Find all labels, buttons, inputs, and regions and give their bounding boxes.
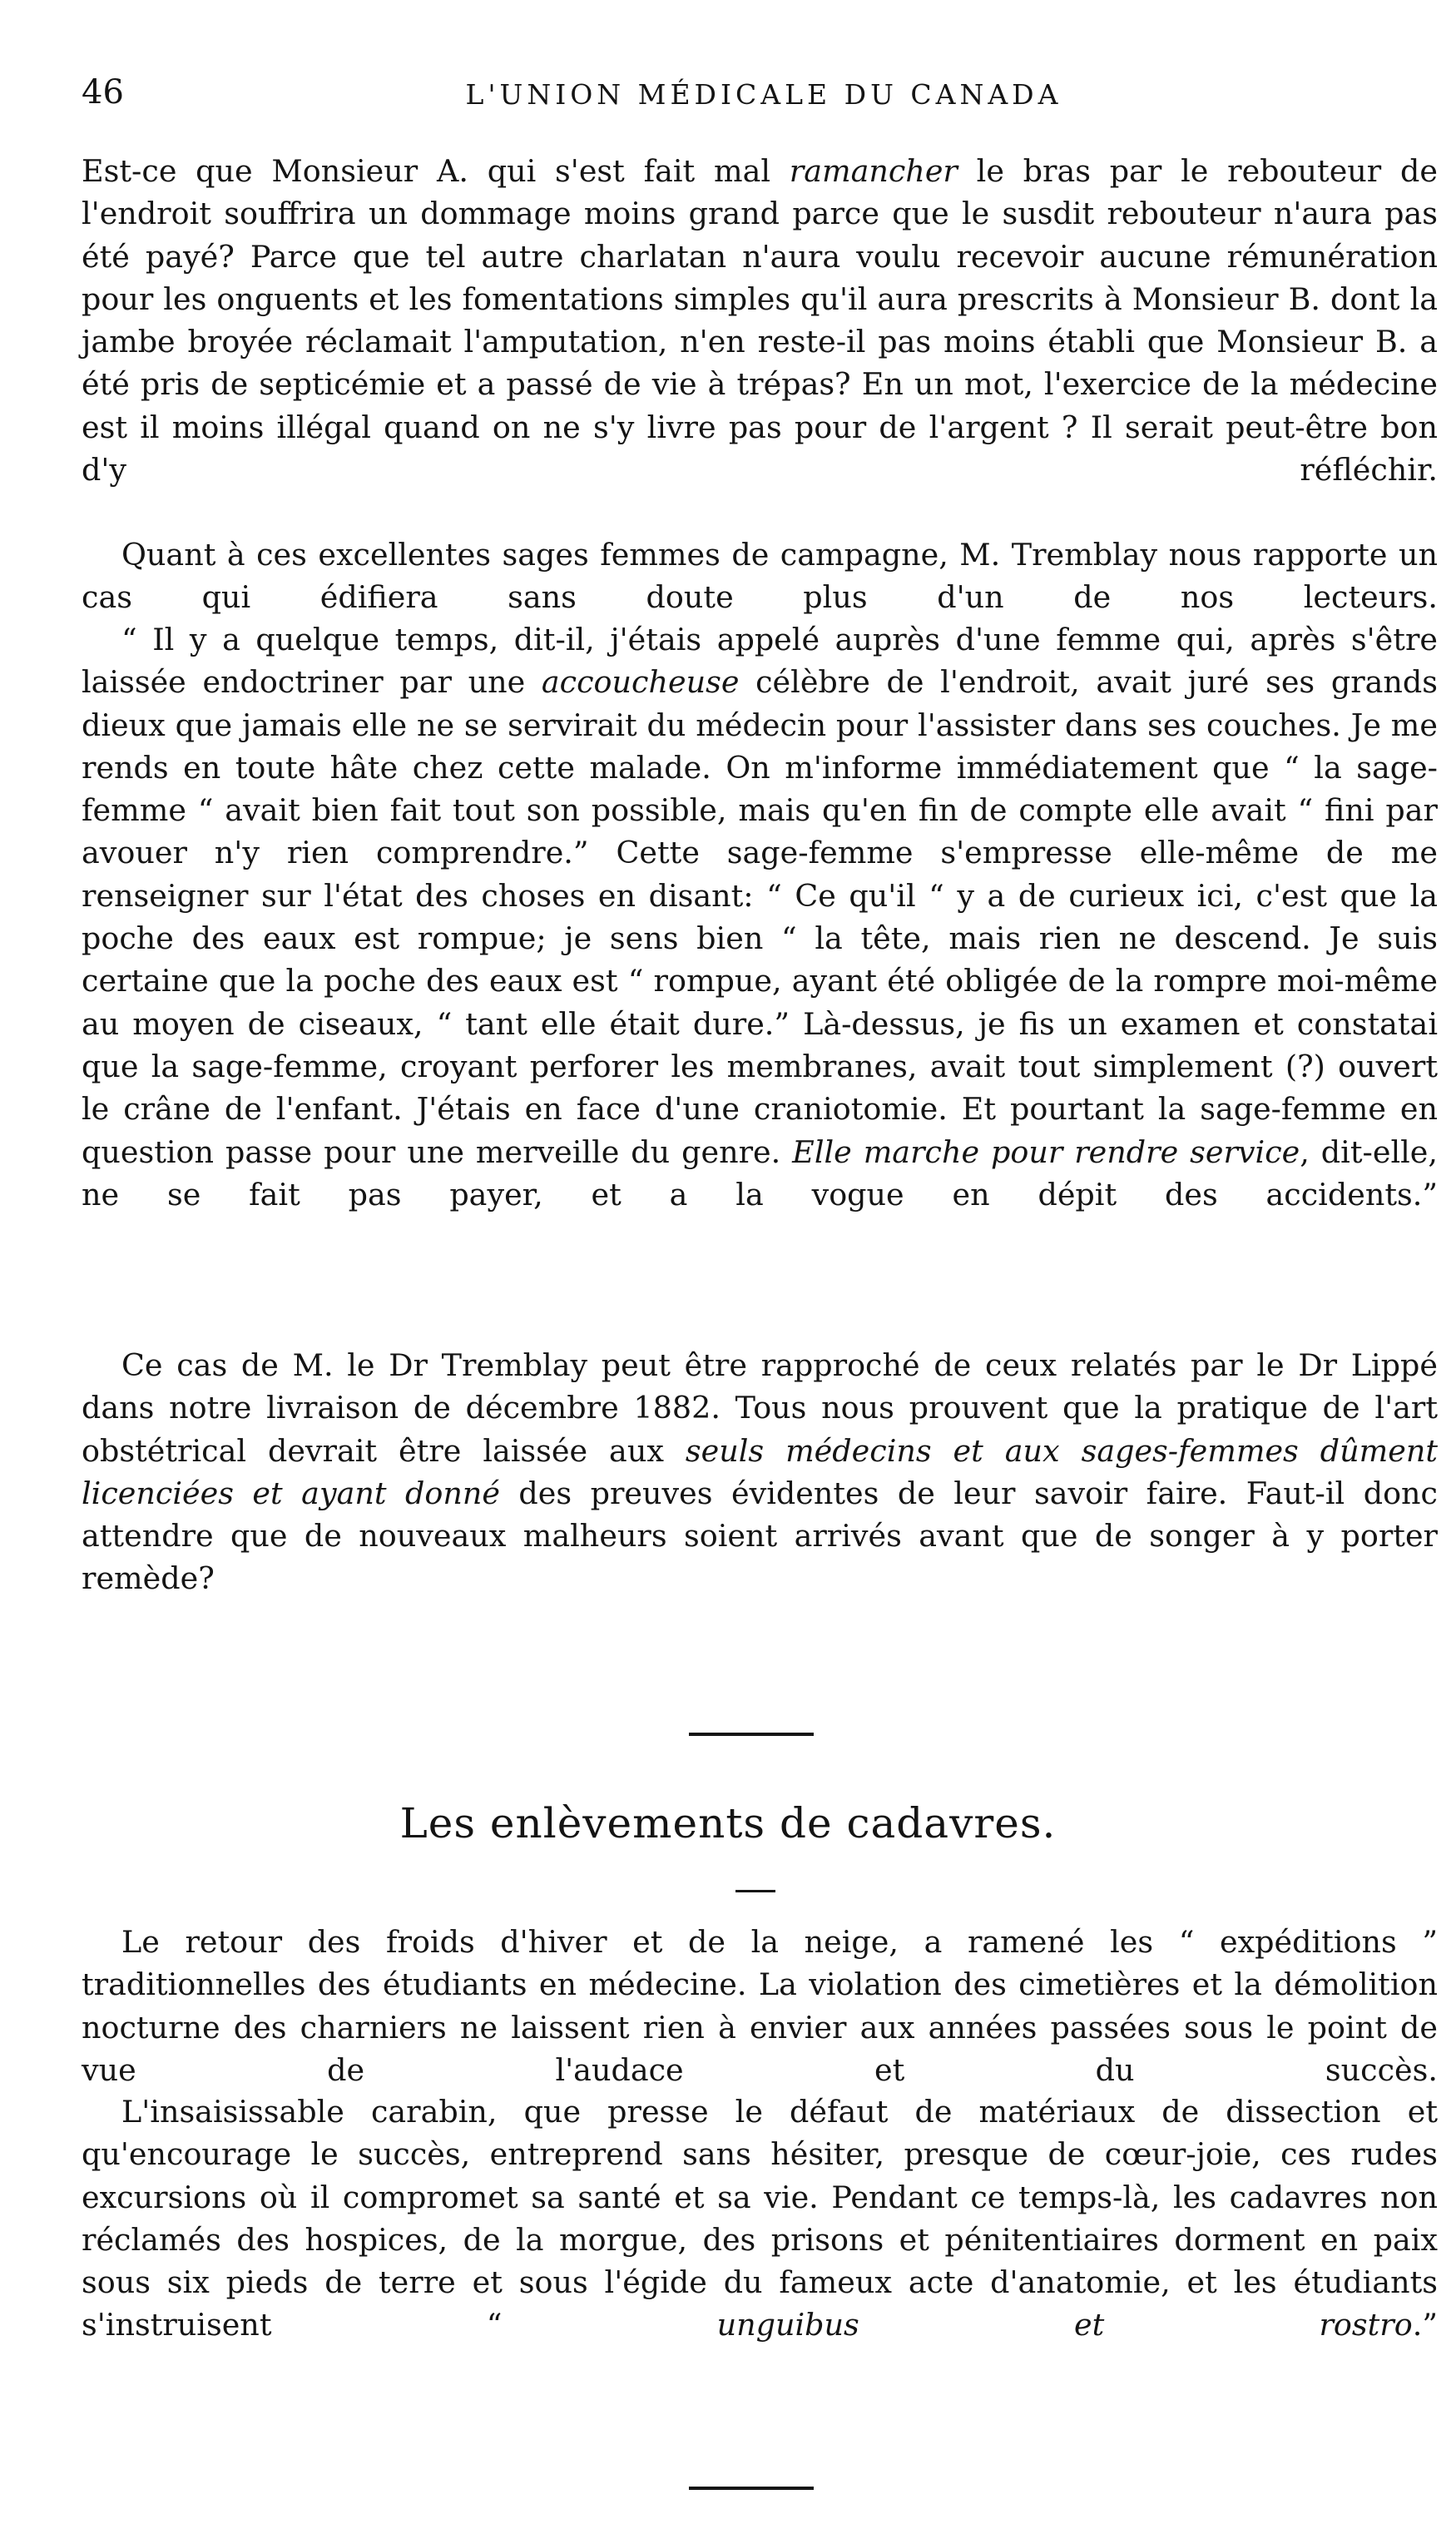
paragraph-carabin [82, 2090, 1438, 2347]
text-run: .” [1412, 2307, 1438, 2343]
text-run: , dit-elle, ne se fait pas payer, et a la vogue en dépit des accidents.” [82, 1133, 1438, 1212]
paragraph-rebouteur [82, 150, 1438, 491]
paragraph-tremblay-case [82, 618, 1438, 1216]
text-run: Ce cas de M. le Dr Tremblay peut être rapproché de ceux relatés par le Dr Lippé dans notre livraison de décembre 1882. Tous nous prouvent que la pratique de l'art obstétrical devrait être laissée aux [82, 1347, 1438, 1469]
text-run: Est-ce que Monsieur A. qui s'est fait mal [82, 153, 790, 189]
end-divider [689, 2487, 814, 2490]
running-title: L'UNION MÉDICALE DU CANADA [465, 78, 1062, 111]
text-run: des preuves évidentes de leur savoir faire. Faut-il donc attendre que de nouveaux malheurs soient arrivés avant que de songer à y porter remède? [82, 1475, 1438, 1597]
paragraph-conclusion [82, 1344, 1438, 1600]
page-header [82, 73, 1446, 123]
text-run: célèbre de l'endroit, avait juré ses grands dieux que jamais elle ne se servirait du médecin pour l'assister dans ses couches. Je me rends en toute hâte chez cette malade. On m'informe immédiatement que “ la sage-femme “ avait bien fait tout son possible, mais qu'en fin de compte elle avait “ fini par avouer n'y rien comprendre.” Cette sage-femme s'empresse elle-même de me renseigner sur l'état des choses en disant: “ Ce qu'il “ y a de curieux ici, c'est que la poche des eaux est rompue; je sens bien “ la tête, mais rien ne descend. Je suis certaine que la poche des eaux est “ rompue, ayant été obligée de la rompre moi-même au moyen de ciseaux, “ tant elle était dure.” Là-dessus, je fis un examen et constatai que la sage-femme, croyant perforer les membranes, avait tout simplement (?) ouvert le crâne de l'enfant. J'étais en face d'une craniotomie. Et pourtant la sage-femme en question passe pour une merveille du genre. [82, 664, 1439, 1170]
section-divider [689, 1733, 814, 1736]
paragraph-sages-femmes: Quant à ces excellentes sages femmes de campagne, M. Tremblay nous rapporte un cas qui édifiera sans doute plus d'un de nos lecteurs. [82, 537, 1438, 616]
text-run: le bras par le rebouteur de l'endroit souffrira un dommage moins grand parce que le susdit rebouteur n'aura pas été payé? Parce que tel autre charlatan n'aura voulu recevoir aucune rémunération pour les onguents et les fomentations simples qu'il aura prescrits à Monsieur B. dont la jambe broyée réclamait l'amputation, n'en reste-il pas moins établi que Monsieur B. a été pris de septicémie et a passé de vie à trépas? En un mot, l'exercice de la médecine est il moins illégal quand on ne s'y livre pas pour de l'argent ? Il serait peut-être bon d'y réfléchir. [82, 153, 1438, 488]
italic-latin-phrase: unguibus et rostro [716, 2307, 1413, 2343]
text-run: L'insaisissable carabin, que presse le défaut de matériaux de dissection et qu'encourage le succès, entreprend sans hésiter, presque de cœur-joie, ces rudes excursions où il compromet sa santé et sa vie. Pendant ce temps-là, les cadavres non réclamés des hospices, de la morgue, des prisons et pénitentiaires dorment en paix sous six pieds de terre et sous l'égide du fameux acte d'anatomie, et les étudiants s'instruisent “ [82, 2094, 1438, 2343]
page-number: 46 [82, 73, 124, 112]
italic-ramancher: ramancher [789, 153, 958, 189]
section-title: Les enlèvements de cadavres. [399, 1799, 1057, 1847]
title-underline-rule [735, 1890, 775, 1892]
italic-accoucheuse: accoucheuse [541, 664, 740, 701]
text-run: “ Il y a quelque temps, dit-il, j'étais appelé auprès d'une femme qui, après s'être laissée endoctriner par une [82, 622, 1438, 701]
italic-quote: Elle marche pour rendre service [792, 1133, 1300, 1170]
italic-seuls-medecins: seuls médecins et aux sages-femmes dûment licenciées et ayant donné [82, 1432, 1438, 1511]
paragraph-expeditions: Le retour des froids d'hiver et de la neige, a ramené les “ expéditions ” traditionnelles des étudiants en médecine. La violation des cimetières et la démolition nocturne des charniers ne laissent rien à envier aux années passées sous le point de vue de l'audace et du succès. [82, 1924, 1438, 2088]
